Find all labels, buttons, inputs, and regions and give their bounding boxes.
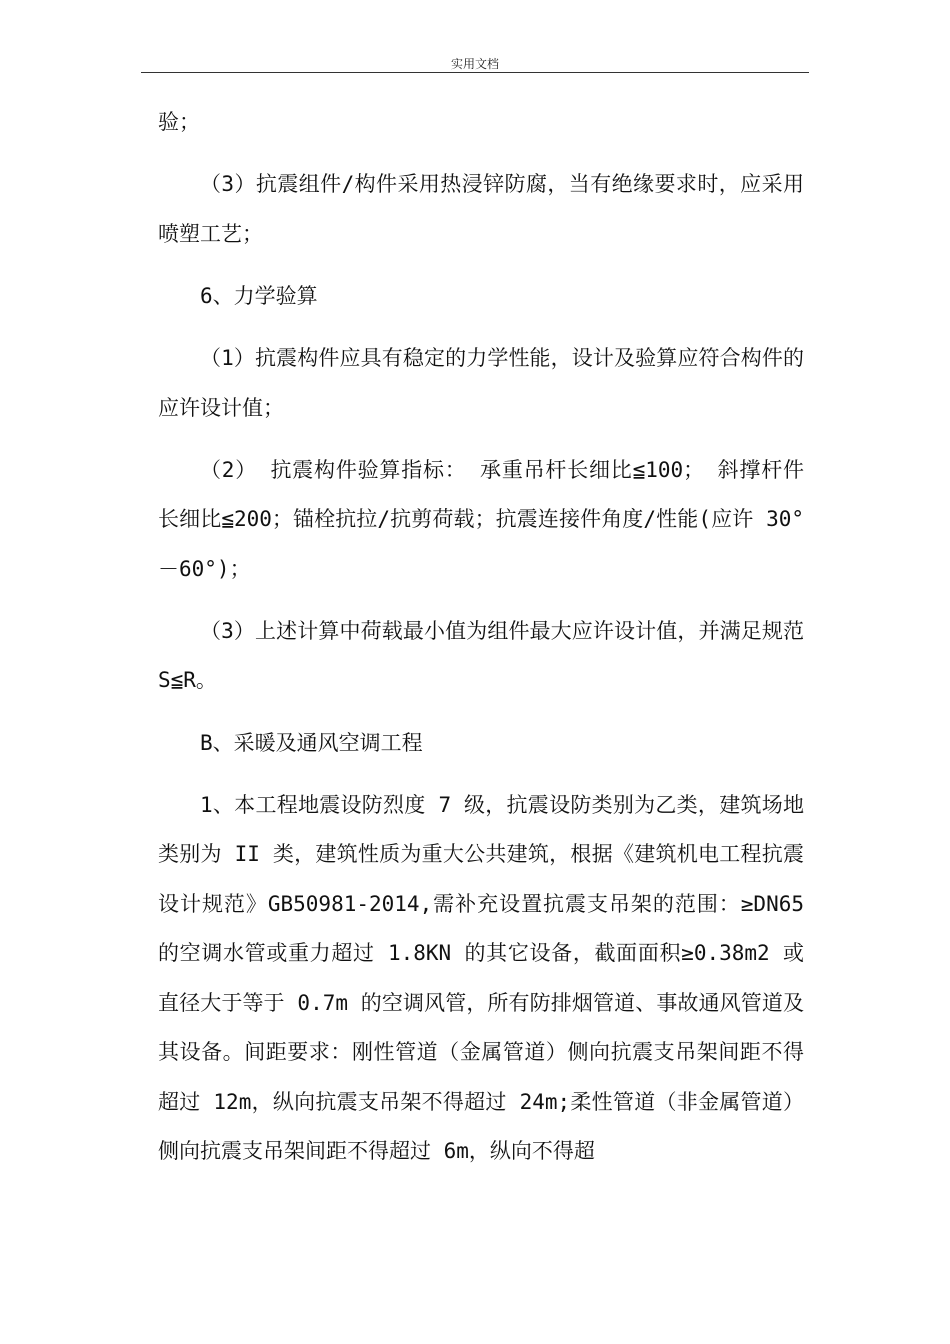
paragraph-mechanics-1: （1）抗震构件应具有稳定的力学性能，设计及验算应符合构件的应许设计值； — [158, 346, 804, 420]
document-body — [158, 98, 804, 1190]
paragraph-hvac-1: 1、本工程地震设防烈度 7 级，抗震设防类别为乙类，建筑场地类别为 II 类，建筑性质为重大公共建筑，根据《建筑机电工程抗震设计规范》GB50981-2014,需补充设置抗震支吊架的范围：≥DN65 的空调水管或重力超过 1.8KN 的其它设备，截面面积≥0.38m2 或直径大于等于 0.7m 的空调风管，所有防排烟管道、事故通风管道及其设备。间距要求：刚性管道（金属管道）侧向抗震支吊架间距不得超过 12m，纵向抗震支吊架不得超过 24m;柔性管道（非金属管道）侧向抗震支吊架间距不得超过 6m，纵向不得超 — [158, 792, 804, 1164]
paragraph-mechanics-2: （2） 抗震构件验算指标： 承重吊杆长细比≦100； 斜撑杆件长细比≦200；锚栓抗拉/抗剪荷载；抗震连接件角度/性能(应许 30°－60°)； — [158, 457, 804, 581]
paragraph-anticorrosion: （3）抗震组件/构件采用热浸锌防腐，当有绝缘要求时，应采用喷塑工艺； — [158, 172, 804, 246]
header-divider — [141, 72, 809, 73]
paragraph-continuation: 验； — [158, 110, 200, 134]
section-heading-mechanics: 6、力学验算 — [200, 283, 318, 308]
page-header-title: 实用文档 — [450, 57, 499, 71]
section-heading-hvac: B、采暖及通风空调工程 — [200, 730, 423, 755]
paragraph-mechanics-3: （3）上述计算中荷载最小值为组件最大应许设计值，并满足规范 S≦R。 — [158, 618, 804, 693]
